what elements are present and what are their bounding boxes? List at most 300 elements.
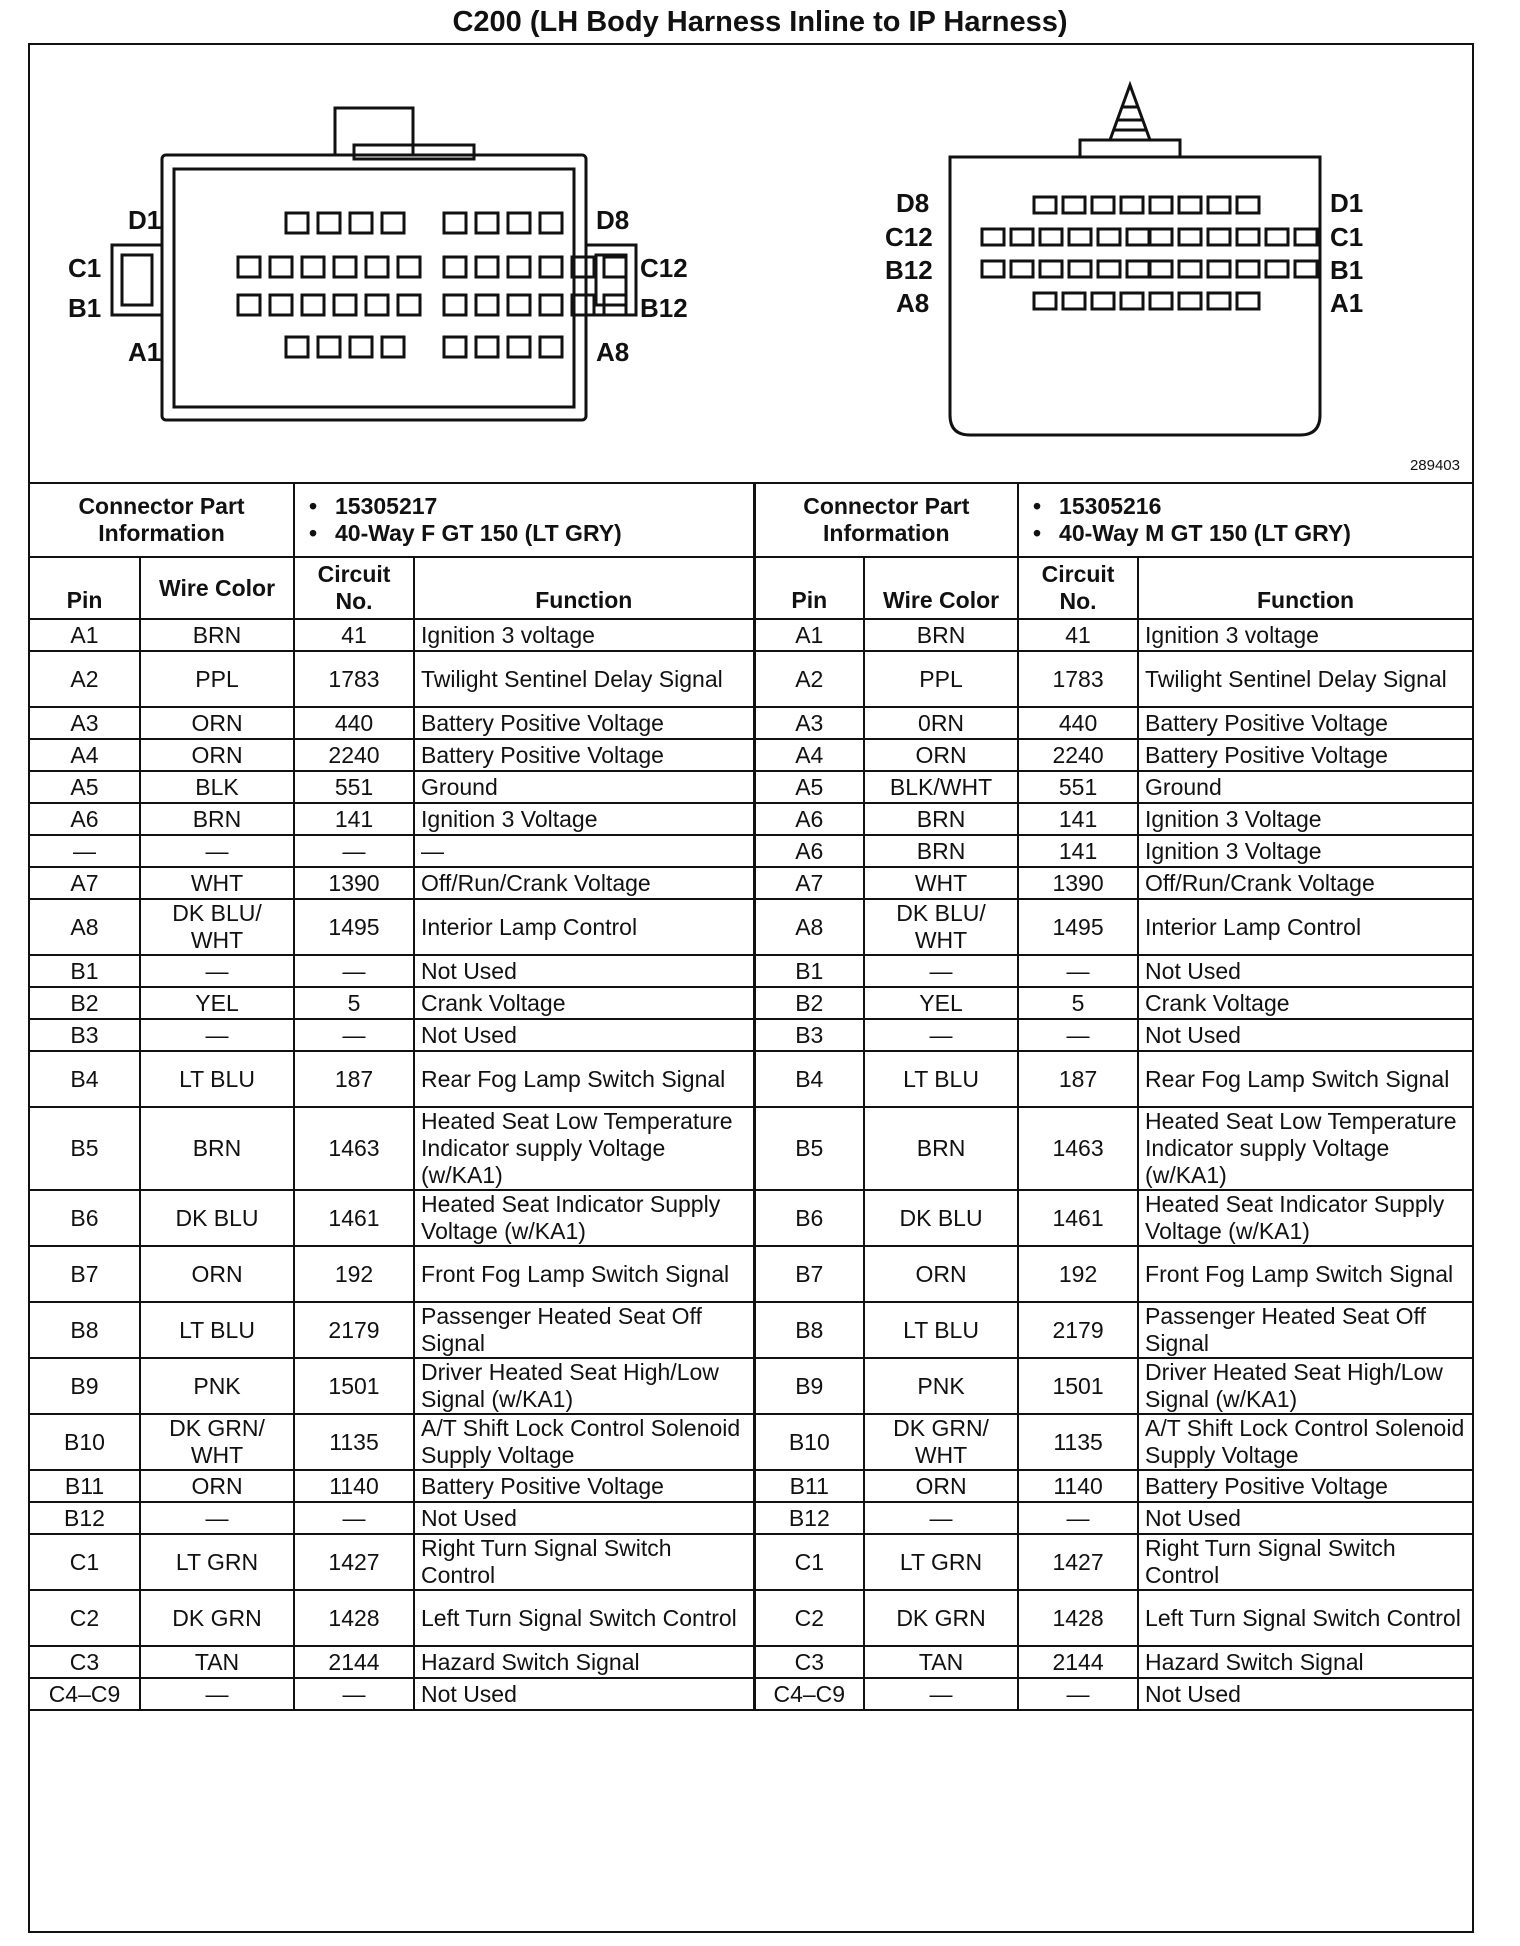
circuit-cell: 5 [294,987,414,1019]
pin-cell: C4–C9 [30,1678,140,1710]
pin-label: D8 [596,205,630,235]
pin-cell: B2 [754,987,864,1019]
circuit-cell: 551 [1018,771,1138,803]
wire-color-cell: — [864,1502,1018,1534]
pin-cavity [444,295,466,315]
pin-cavity [540,295,562,315]
wire-color-cell: DK BLU [140,1190,294,1246]
function-cell: Interior Lamp Control [414,899,754,955]
table-row [30,619,1472,651]
pin-cavity [1040,261,1062,277]
function-cell: Heated Seat Indicator Supply Voltage (w/KA1) [1138,1190,1472,1246]
function-cell: Crank Voltage [414,987,754,1019]
pin-cavity [444,257,466,277]
circuit-cell: 1501 [294,1358,414,1414]
function-cell: Not Used [1138,955,1472,987]
circuit-cell: 1427 [1018,1534,1138,1590]
function-cell: Hazard Switch Signal [1138,1646,1472,1678]
pin-cell: B5 [30,1107,140,1190]
pin-cell: C4–C9 [754,1678,864,1710]
wire-color-cell: — [140,835,294,867]
header-circuit: Circuit No. [1018,557,1138,619]
pin-cell: B7 [754,1246,864,1302]
wire-color-cell: DK GRN [140,1590,294,1646]
pin-cavity [398,295,420,315]
pin-cavity [1150,197,1172,213]
pin-cavity [1208,197,1230,213]
pin-cavity [1069,261,1091,277]
pin-cell: C3 [754,1646,864,1678]
wire-color-cell: — [864,955,1018,987]
connector-frame [28,43,1474,1933]
wire-color-cell: TAN [864,1646,1018,1678]
part-info-values [1018,483,1472,557]
function-cell: Off/Run/Crank Voltage [414,867,754,899]
pin-cavity [1011,261,1033,277]
header-pin: Pin [754,557,864,619]
function-cell: Not Used [414,955,754,987]
pin-label: C12 [885,222,933,252]
function-cell: Twilight Sentinel Delay Signal [414,651,754,707]
circuit-cell: 5 [1018,987,1138,1019]
function-cell: Left Turn Signal Switch Control [414,1590,754,1646]
pin-cavity [1098,229,1120,245]
circuit-cell: 2240 [1018,739,1138,771]
wire-color-cell: BRN [140,803,294,835]
wire-color-cell: ORN [140,1470,294,1502]
pin-cavity [508,337,530,357]
pin-cavity [382,213,404,233]
header-wire-color: Wire Color [864,557,1018,619]
wire-color-cell: ORN [140,707,294,739]
function-cell: Rear Fog Lamp Switch Signal [414,1051,754,1107]
pin-cell: B7 [30,1246,140,1302]
table-row [30,739,1472,771]
pin-cell: A4 [754,739,864,771]
function-cell: Not Used [414,1678,754,1710]
function-cell: Battery Positive Voltage [1138,707,1472,739]
table-row [30,1470,1472,1502]
table-row [30,1534,1472,1590]
table-row [30,1678,1472,1710]
circuit-cell: 1140 [1018,1470,1138,1502]
pin-cell: B5 [754,1107,864,1190]
table-row [30,955,1472,987]
wire-color-cell: YEL [864,987,1018,1019]
circuit-cell: 1428 [294,1590,414,1646]
function-cell: Interior Lamp Control [1138,899,1472,955]
pin-cell: A3 [754,707,864,739]
function-cell: Ground [414,771,754,803]
table-row [30,1190,1472,1246]
part-info-label: Connector Part Information [30,483,294,557]
pin-cell: B12 [754,1502,864,1534]
circuit-cell: 1427 [294,1534,414,1590]
pin-cavity [382,337,404,357]
pin-cell: C2 [754,1590,864,1646]
pin-cell: C3 [30,1646,140,1678]
pin-cavity [350,337,372,357]
pin-cavity [508,257,530,277]
pin-cavity [1092,293,1114,309]
pin-cavity [1295,229,1317,245]
part-number: • 15305217 [335,493,747,520]
pin-cell: B2 [30,987,140,1019]
pin-cavity [1179,229,1201,245]
pin-cavity [476,257,498,277]
part-description: • 40-Way F GT 150 (LT GRY) [335,520,747,547]
function-cell: Not Used [1138,1678,1472,1710]
function-cell: Rear Fog Lamp Switch Signal [1138,1051,1472,1107]
pin-cell: C2 [30,1590,140,1646]
left-connector-shape [112,108,636,420]
pin-cell: B8 [30,1302,140,1358]
circuit-cell: 1461 [1018,1190,1138,1246]
pin-label: D1 [128,205,162,235]
circuit-cell: 1390 [294,867,414,899]
function-cell: Ignition 3 voltage [1138,619,1472,651]
pin-cavity [1063,197,1085,213]
pin-cell: B1 [754,955,864,987]
pin-cavity [1121,293,1143,309]
pin-label: D1 [1330,188,1364,218]
function-cell: Hazard Switch Signal [414,1646,754,1678]
pin-label: B1 [68,293,102,323]
wire-color-cell: PNK [140,1358,294,1414]
column-header-row [30,557,1472,619]
pin-cavity [1266,261,1288,277]
pin-cell: A6 [754,835,864,867]
pin-cavity [366,295,388,315]
wire-color-cell: DK GRN [864,1590,1018,1646]
header-function: Function [1138,557,1472,619]
circuit-cell: — [294,1019,414,1051]
function-cell: Not Used [414,1502,754,1534]
function-cell: A/T Shift Lock Control Solenoid Supply Voltage [414,1414,754,1470]
function-cell: Driver Heated Seat High/Low Signal (w/KA1) [1138,1358,1472,1414]
pin-cavity [476,213,498,233]
function-cell: — [414,835,754,867]
header-pin: Pin [30,557,140,619]
table-row [30,1590,1472,1646]
circuit-cell: — [294,835,414,867]
wire-color-cell: DK BLU/ WHT [864,899,1018,955]
wire-color-cell: BLK [140,771,294,803]
pin-cell: A7 [754,867,864,899]
wire-color-cell: — [864,1678,1018,1710]
wire-color-cell: BRN [864,619,1018,651]
circuit-cell: 1783 [294,651,414,707]
circuit-cell: — [294,955,414,987]
table-row [30,1414,1472,1470]
wire-color-cell: DK BLU/ WHT [140,899,294,955]
function-cell: Ignition 3 voltage [414,619,754,651]
pin-cavity [1121,197,1143,213]
function-cell: Battery Positive Voltage [1138,739,1472,771]
wire-color-cell: BRN [864,1107,1018,1190]
part-number: • 15305216 [1059,493,1466,520]
pin-cavity [334,295,356,315]
circuit-cell: 1135 [1018,1414,1138,1470]
pin-cavity [1150,229,1172,245]
circuit-cell: 192 [294,1246,414,1302]
pin-cell: B12 [30,1502,140,1534]
circuit-cell: — [1018,1019,1138,1051]
pin-cavity [1237,261,1259,277]
pin-cell: A5 [30,771,140,803]
pin-cavity [270,295,292,315]
function-cell: Battery Positive Voltage [414,707,754,739]
wire-color-cell: ORN [864,1246,1018,1302]
function-cell: Front Fog Lamp Switch Signal [1138,1246,1472,1302]
pin-cell: A8 [30,899,140,955]
pin-cavity [1011,229,1033,245]
pin-cavity [444,213,466,233]
table-row [30,771,1472,803]
wire-color-cell: PNK [864,1358,1018,1414]
pin-cavity [508,213,530,233]
pin-cavity [1237,197,1259,213]
table-row [30,1358,1472,1414]
table-row [30,835,1472,867]
circuit-cell: 440 [1018,707,1138,739]
circuit-cell: 41 [1018,619,1138,651]
circuit-cell: — [294,1502,414,1534]
table-row [30,1246,1472,1302]
function-cell: A/T Shift Lock Control Solenoid Supply Voltage [1138,1414,1472,1470]
circuit-cell: — [1018,1502,1138,1534]
pin-cavity [1063,293,1085,309]
pin-cavity [238,257,260,277]
pin-cell: B4 [754,1051,864,1107]
wire-color-cell: — [140,1502,294,1534]
pin-cell: C1 [30,1534,140,1590]
wire-color-cell: — [140,955,294,987]
pin-cavity [1127,261,1149,277]
pin-cell: A8 [754,899,864,955]
function-cell: Battery Positive Voltage [414,739,754,771]
pin-label: D8 [896,188,930,218]
circuit-cell: 141 [1018,803,1138,835]
pin-cavity [1098,261,1120,277]
circuit-cell: 2179 [294,1302,414,1358]
function-cell: Twilight Sentinel Delay Signal [1138,651,1472,707]
circuit-cell: — [1018,955,1138,987]
wire-color-cell: WHT [864,867,1018,899]
function-cell: Left Turn Signal Switch Control [1138,1590,1472,1646]
pin-cavity [1237,293,1259,309]
pin-label: A8 [596,337,630,367]
pin-cell: A6 [754,803,864,835]
part-info-values [294,483,754,557]
pin-cavity [334,257,356,277]
wire-color-cell: BRN [864,835,1018,867]
function-cell: Off/Run/Crank Voltage [1138,867,1472,899]
wire-color-cell: ORN [140,739,294,771]
wire-color-cell: — [864,1019,1018,1051]
circuit-cell: 2144 [294,1646,414,1678]
function-cell: Ignition 3 Voltage [414,803,754,835]
pin-cell: B10 [30,1414,140,1470]
pin-cavity [476,337,498,357]
circuit-cell: 187 [1018,1051,1138,1107]
wire-color-cell: DK GRN/ WHT [864,1414,1018,1470]
wire-color-cell: WHT [140,867,294,899]
wire-color-cell: ORN [140,1246,294,1302]
function-cell: Front Fog Lamp Switch Signal [414,1246,754,1302]
table-row [30,899,1472,955]
function-cell: Driver Heated Seat High/Low Signal (w/KA1) [414,1358,754,1414]
pin-label: B12 [640,293,688,323]
pin-cavity [302,295,324,315]
pin-cavity [318,337,340,357]
circuit-cell: 1783 [1018,651,1138,707]
pin-cavity [444,337,466,357]
pin-cavity [1040,229,1062,245]
pin-cell: B6 [754,1190,864,1246]
pin-cell: — [30,835,140,867]
pin-cell: A1 [754,619,864,651]
circuit-cell: 440 [294,707,414,739]
pin-cavity [540,213,562,233]
table-row [30,651,1472,707]
function-cell: Battery Positive Voltage [1138,1470,1472,1502]
wire-color-cell: YEL [140,987,294,1019]
pin-cavity [1237,229,1259,245]
wire-color-cell: ORN [864,1470,1018,1502]
circuit-cell: 1390 [1018,867,1138,899]
wire-color-cell: BRN [140,1107,294,1190]
pin-cavity [270,257,292,277]
circuit-cell: 1495 [1018,899,1138,955]
pin-label: C12 [640,253,688,283]
pin-cavity [286,337,308,357]
pin-cavities [238,197,1317,357]
pin-cell: A2 [30,651,140,707]
pin-label: A8 [896,288,930,318]
function-cell: Passenger Heated Seat Off Signal [1138,1302,1472,1358]
pin-cell: B10 [754,1414,864,1470]
wire-color-cell: ORN [864,739,1018,771]
function-cell: Ignition 3 Voltage [1138,835,1472,867]
table-row [30,707,1472,739]
pin-cavity [1034,293,1056,309]
circuit-cell: 1495 [294,899,414,955]
pinout-table [30,482,1472,1711]
pin-cavity [1150,261,1172,277]
pin-cell: A1 [30,619,140,651]
circuit-cell: 1135 [294,1414,414,1470]
pin-cell: B9 [30,1358,140,1414]
wire-color-cell: DK BLU [864,1190,1018,1246]
pin-label: C1 [1330,222,1364,252]
pin-cell: B8 [754,1302,864,1358]
pin-cavity [1266,229,1288,245]
function-cell: Right Turn Signal Switch Control [414,1534,754,1590]
header-wire-color: Wire Color [140,557,294,619]
connector-diagram [30,45,1472,484]
pin-cavity [350,213,372,233]
circuit-cell: 1463 [1018,1107,1138,1190]
pin-cavity [1150,293,1172,309]
function-cell: Not Used [1138,1502,1472,1534]
table-row [30,987,1472,1019]
pin-label: B1 [1330,255,1364,285]
pin-label: B12 [885,255,933,285]
wire-color-cell: LT BLU [864,1302,1018,1358]
function-cell: Ground [1138,771,1472,803]
pin-cavity [476,295,498,315]
pin-cavity [1034,197,1056,213]
function-cell: Passenger Heated Seat Off Signal [414,1302,754,1358]
table-row [30,1646,1472,1678]
function-cell: Right Turn Signal Switch Control [1138,1534,1472,1590]
image-id: 289403 [1409,457,1460,474]
pin-cavity [1208,293,1230,309]
pin-cavity [366,257,388,277]
wire-color-cell: LT GRN [864,1534,1018,1590]
pin-cavity [508,295,530,315]
function-cell: Heated Seat Low Temperature Indicator supply Voltage (w/KA1) [414,1107,754,1190]
circuit-cell: — [1018,1678,1138,1710]
header-function: Function [414,557,754,619]
pin-cavity [1092,197,1114,213]
table-row [30,1502,1472,1534]
pin-cell: A4 [30,739,140,771]
pin-cavity [1179,293,1201,309]
pin-cell: B1 [30,955,140,987]
pin-cavity [1208,261,1230,277]
table-row [30,803,1472,835]
circuit-cell: 1428 [1018,1590,1138,1646]
pin-cavity [1208,229,1230,245]
pin-cavity [982,261,1004,277]
part-info-row [30,483,1472,557]
pin-cell: B4 [30,1051,140,1107]
wire-color-cell: PPL [864,651,1018,707]
function-cell: Battery Positive Voltage [414,1470,754,1502]
pin-cell: C1 [754,1534,864,1590]
part-description: • 40-Way M GT 150 (LT GRY) [1059,520,1466,547]
pin-cell: A2 [754,651,864,707]
pin-cavity [302,257,324,277]
connector-drawings [30,45,1472,482]
function-cell: Not Used [1138,1019,1472,1051]
table-row [30,867,1472,899]
circuit-cell: 1463 [294,1107,414,1190]
circuit-cell: 2240 [294,739,414,771]
pin-cell: B6 [30,1190,140,1246]
pin-cavity [540,337,562,357]
pin-cell: A5 [754,771,864,803]
function-cell: Heated Seat Low Temperature Indicator supply Voltage (w/KA1) [1138,1107,1472,1190]
pin-cavity [398,257,420,277]
pin-cavity [286,213,308,233]
part-info-label: Connector Part Information [754,483,1018,557]
wire-color-cell: TAN [140,1646,294,1678]
header-circuit: Circuit No. [294,557,414,619]
pin-cavity [1127,229,1149,245]
function-cell: Not Used [414,1019,754,1051]
wire-color-cell: DK GRN/ WHT [140,1414,294,1470]
pin-cell: B11 [754,1470,864,1502]
circuit-cell: 41 [294,619,414,651]
table-row [30,1302,1472,1358]
circuit-cell: 141 [294,803,414,835]
circuit-cell: 1461 [294,1190,414,1246]
circuit-cell: 1140 [294,1470,414,1502]
pin-label: A1 [1330,288,1364,318]
